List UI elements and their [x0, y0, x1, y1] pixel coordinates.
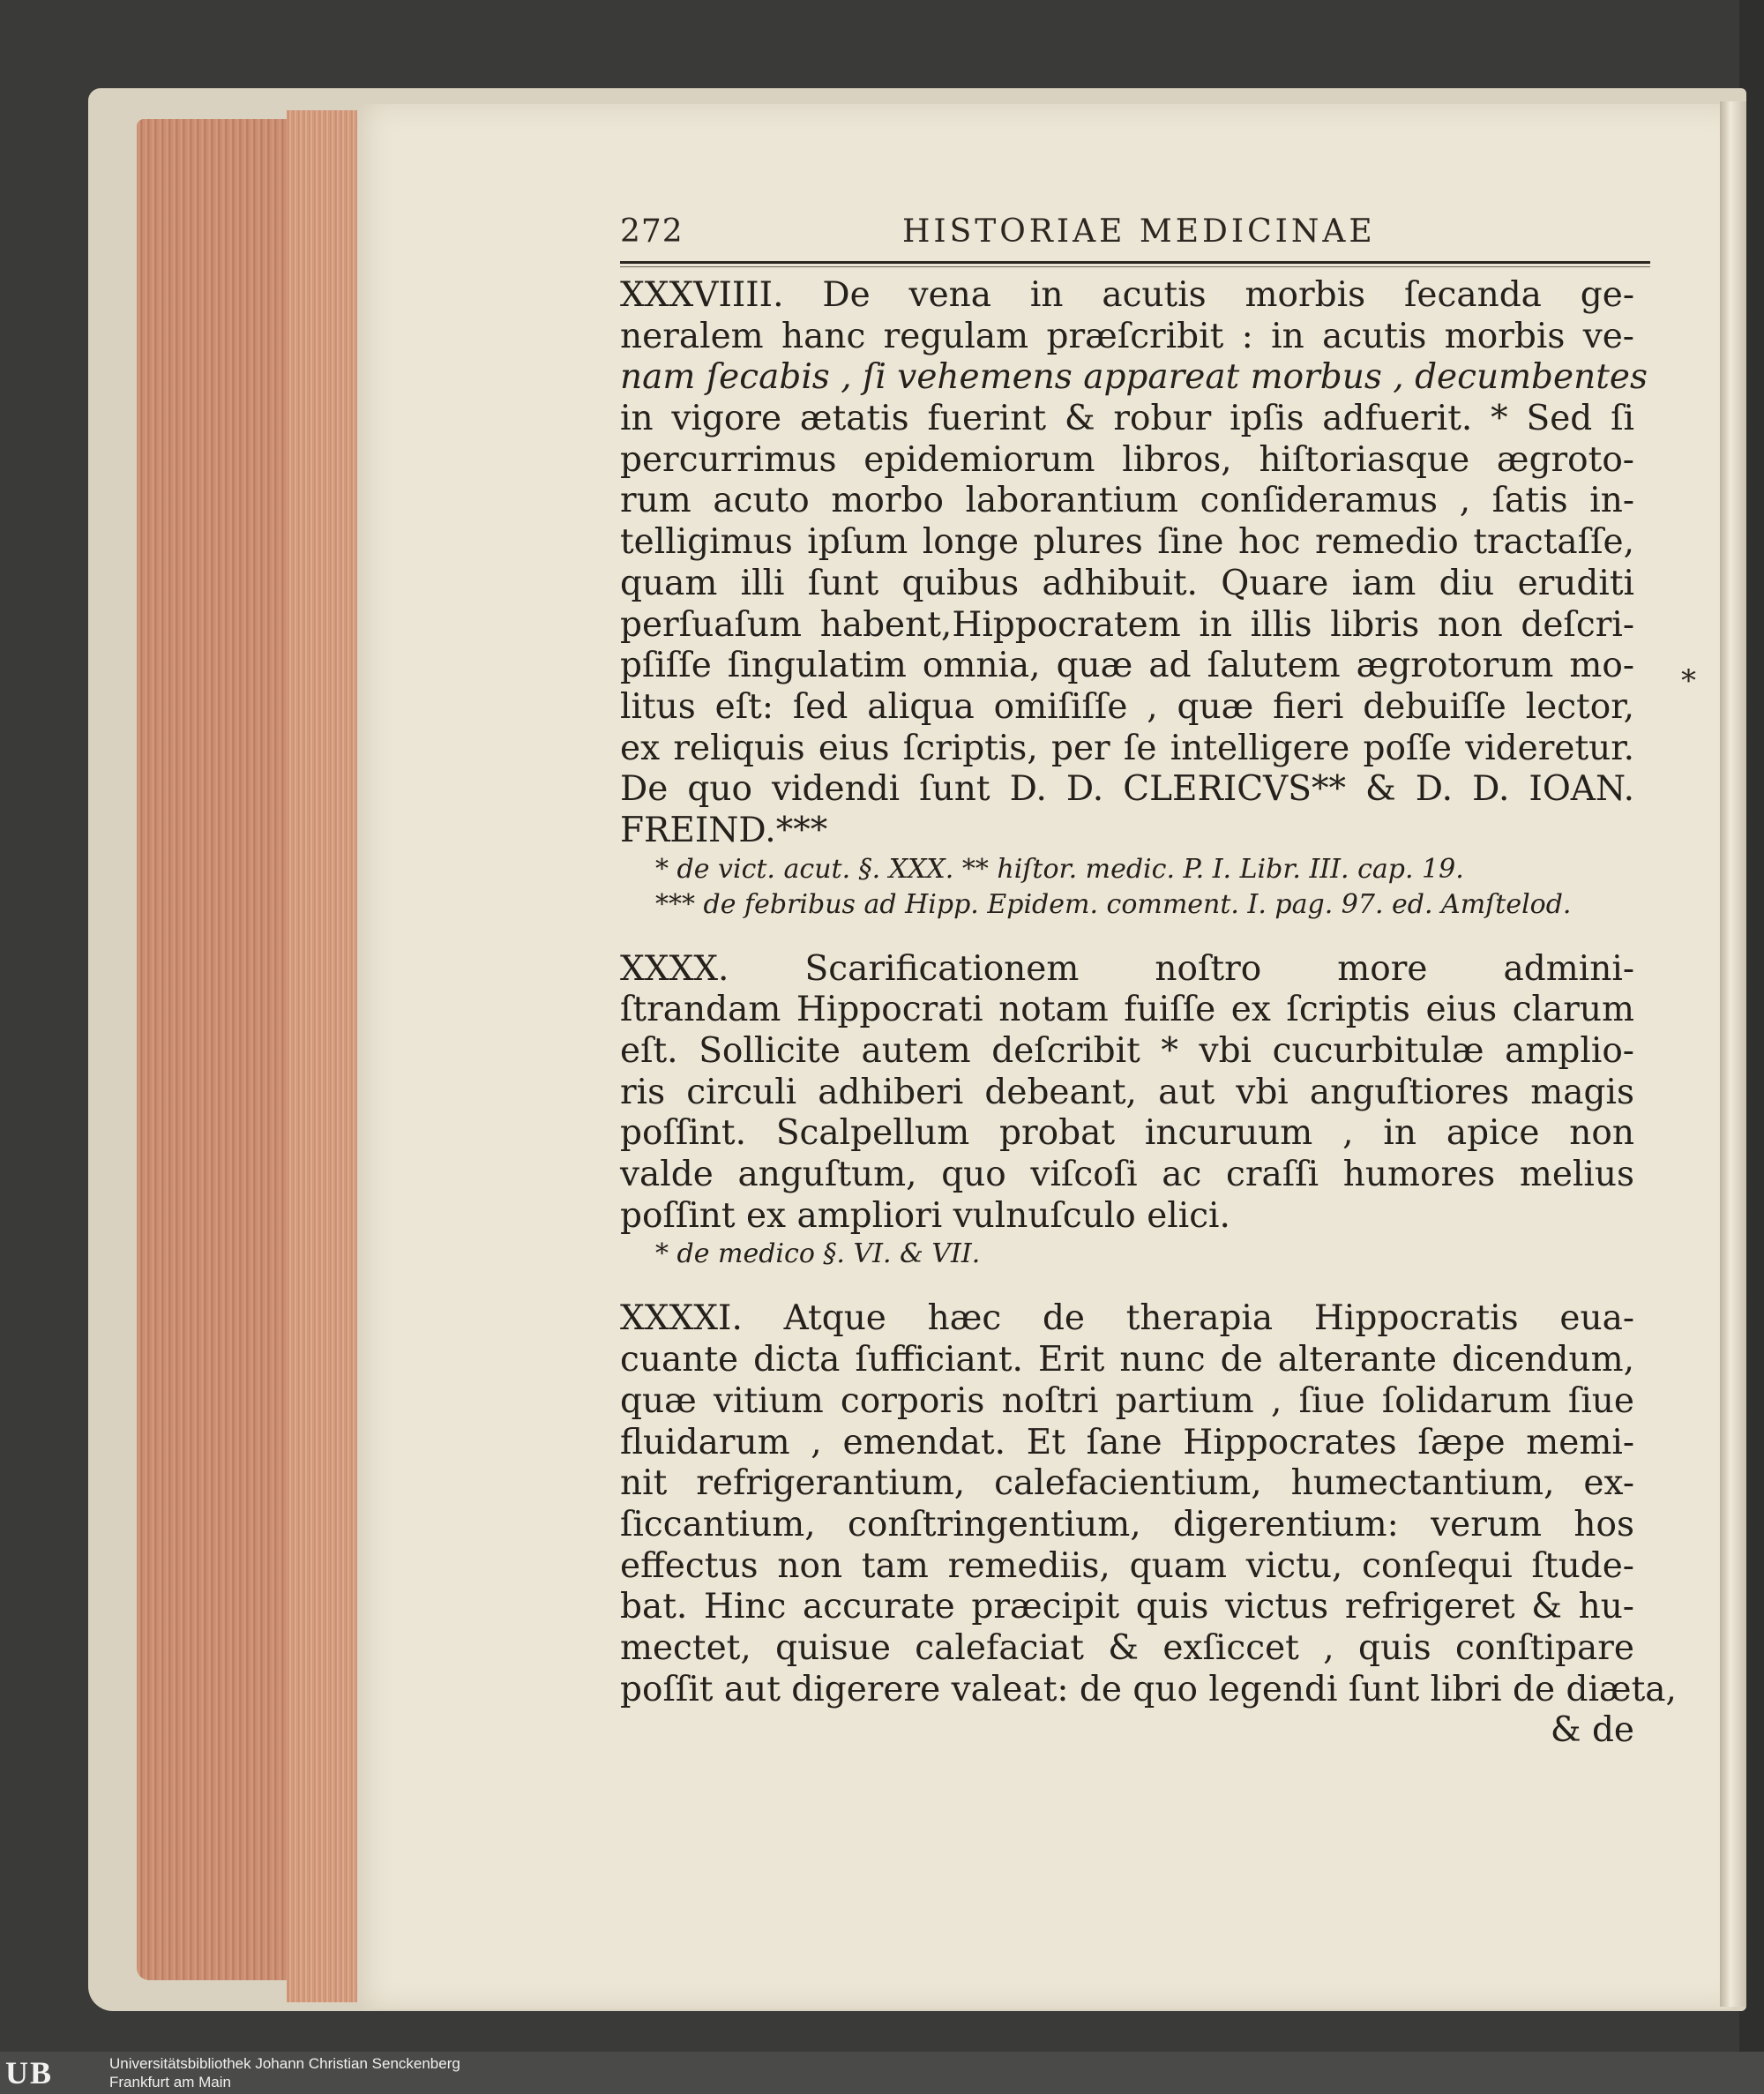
footnote: * de medico §. VI. & VII.	[655, 1238, 981, 1270]
page-edges-red	[137, 119, 291, 1980]
running-head	[620, 213, 1652, 266]
text-line: percurrimus epidemiorum libros, hiſtoriasque ægroto-	[620, 439, 1634, 480]
footnote: *** de febribus ad Hipp. Epidem. comment. I. pag. 97. ed. Amſtelod.	[655, 888, 1572, 920]
footnotes-39	[620, 852, 1634, 923]
page-number: 272	[620, 213, 684, 250]
facing-page-edge	[1720, 101, 1746, 2007]
footnotes-40	[620, 1237, 1634, 1272]
footer-library-name: Universitätsbibliothek Johann Christian Senckenberg	[109, 2055, 460, 2072]
text-line: ex reliquis eius ſcriptis, per ſe intelligere poſſe videretur.	[620, 728, 1634, 768]
footnote: * de vict. acut. §. XXX. ** hiſtor. medic. P. I. Libr. III. cap. 19.	[655, 853, 1464, 885]
ub-logo: UB	[5, 2055, 54, 2090]
text-line: rum acuto morbo laborantium conſideramus , ſatis in-	[620, 481, 1634, 521]
text-line: ſtrandam Hippocrati notam fuiſſe ex ſcriptis eius clarum	[620, 990, 1634, 1030]
text-line: FREIND.***	[620, 810, 828, 850]
text-line: in vigore ætatis fuerint & robur ipſis adfuerit. * Sed ſi	[620, 399, 1634, 439]
text-line: quam illi ſunt quibus adhibuit. Quare iam diu eruditi	[620, 563, 1634, 603]
section-41	[620, 1298, 1677, 1752]
text-line: ris circuli adhiberi debeant, aut vbi anguſtiores magis	[620, 1072, 1634, 1112]
text-line: poſſint. Scalpellum probat incuruum , in apice non	[620, 1113, 1634, 1154]
page-edges-inner	[287, 110, 366, 2002]
text-line: effectus non tam remediis, quam victu, conſequi ſtude-	[620, 1545, 1634, 1586]
head-rule-thin	[620, 266, 1650, 267]
text-line: De quo videndi ſunt D. D. CLERICVS** & D. D. IOAN.	[620, 769, 1634, 810]
text-line: valde anguſtum, quo viſcoſi ac craſſi humores melius	[620, 1155, 1634, 1195]
text-line: poſſit aut digerere valeat: de quo legendi ſunt libri de diæta,	[620, 1669, 1677, 1709]
head-rule	[620, 261, 1650, 264]
text-line: pſiſſe ſingulatim omnia, quæ ad ſalutem ægrotorum mo-	[620, 646, 1634, 686]
section-39	[620, 275, 1648, 852]
text-line: cuante dicta ſufficiant. Erit nunc de alterante dicendum,	[620, 1340, 1634, 1380]
text-line: telligimus ipſum longe plures ſine hoc remedio tractaſſe,	[620, 522, 1634, 563]
text-line: poſſint ex ampliori vulnuſculo elici.	[620, 1195, 1230, 1236]
text-line: XXXVIIII. De vena in acutis morbis ſecanda ge-	[620, 275, 1634, 315]
text-line: bat. Hinc accurate præcipit quis victus refrigeret & hu-	[620, 1587, 1634, 1627]
text-line: nam ſecabis , ſi vehemens appareat morbus , decumbentes	[620, 357, 1648, 398]
text-line: perſuaſum habent,Hippocratem in illis libris non deſcri-	[620, 604, 1634, 645]
text-line: fluidarum , emendat. Et ſane Hippocrates ſæpe memi-	[620, 1422, 1634, 1462]
text-column	[620, 275, 1677, 1752]
text-line: nit refrigerantium, calefacientium, humectantium, ex-	[620, 1463, 1634, 1504]
text-line: ſiccantium, conſtringentium, digerentium: verum hos	[620, 1504, 1634, 1544]
text-line: eſt. Sollicite autem deſcribit * vbi cucurbitulæ amplio-	[620, 1031, 1634, 1071]
section-40	[620, 949, 1634, 1238]
text-line: neralem hanc regulam præſcribit : in acutis morbis ve-	[620, 316, 1634, 356]
catchword: & de	[1550, 1710, 1634, 1751]
text-line: XXXXI. Atque hæc de therapia Hippocratis eua-	[620, 1298, 1634, 1339]
text-line: XXXX. Scarificationem noſtro more admini-	[620, 948, 1634, 989]
text-line: mectet, quisue calefaciat & exſiccet , quis conſtipare	[620, 1627, 1634, 1668]
margin-mark: *	[1681, 663, 1696, 699]
footer-city: Frankfurt am Main	[109, 2074, 231, 2090]
running-title: HISTORIAE MEDICINAE	[902, 213, 1376, 250]
text-line: litus eſt: ſed aliqua omiſiſſe , quæ fieri debuiſſe lector,	[620, 686, 1634, 727]
text-line: quæ vitium corporis noſtri partium , ſiue ſolidarum ſiue	[620, 1380, 1634, 1421]
